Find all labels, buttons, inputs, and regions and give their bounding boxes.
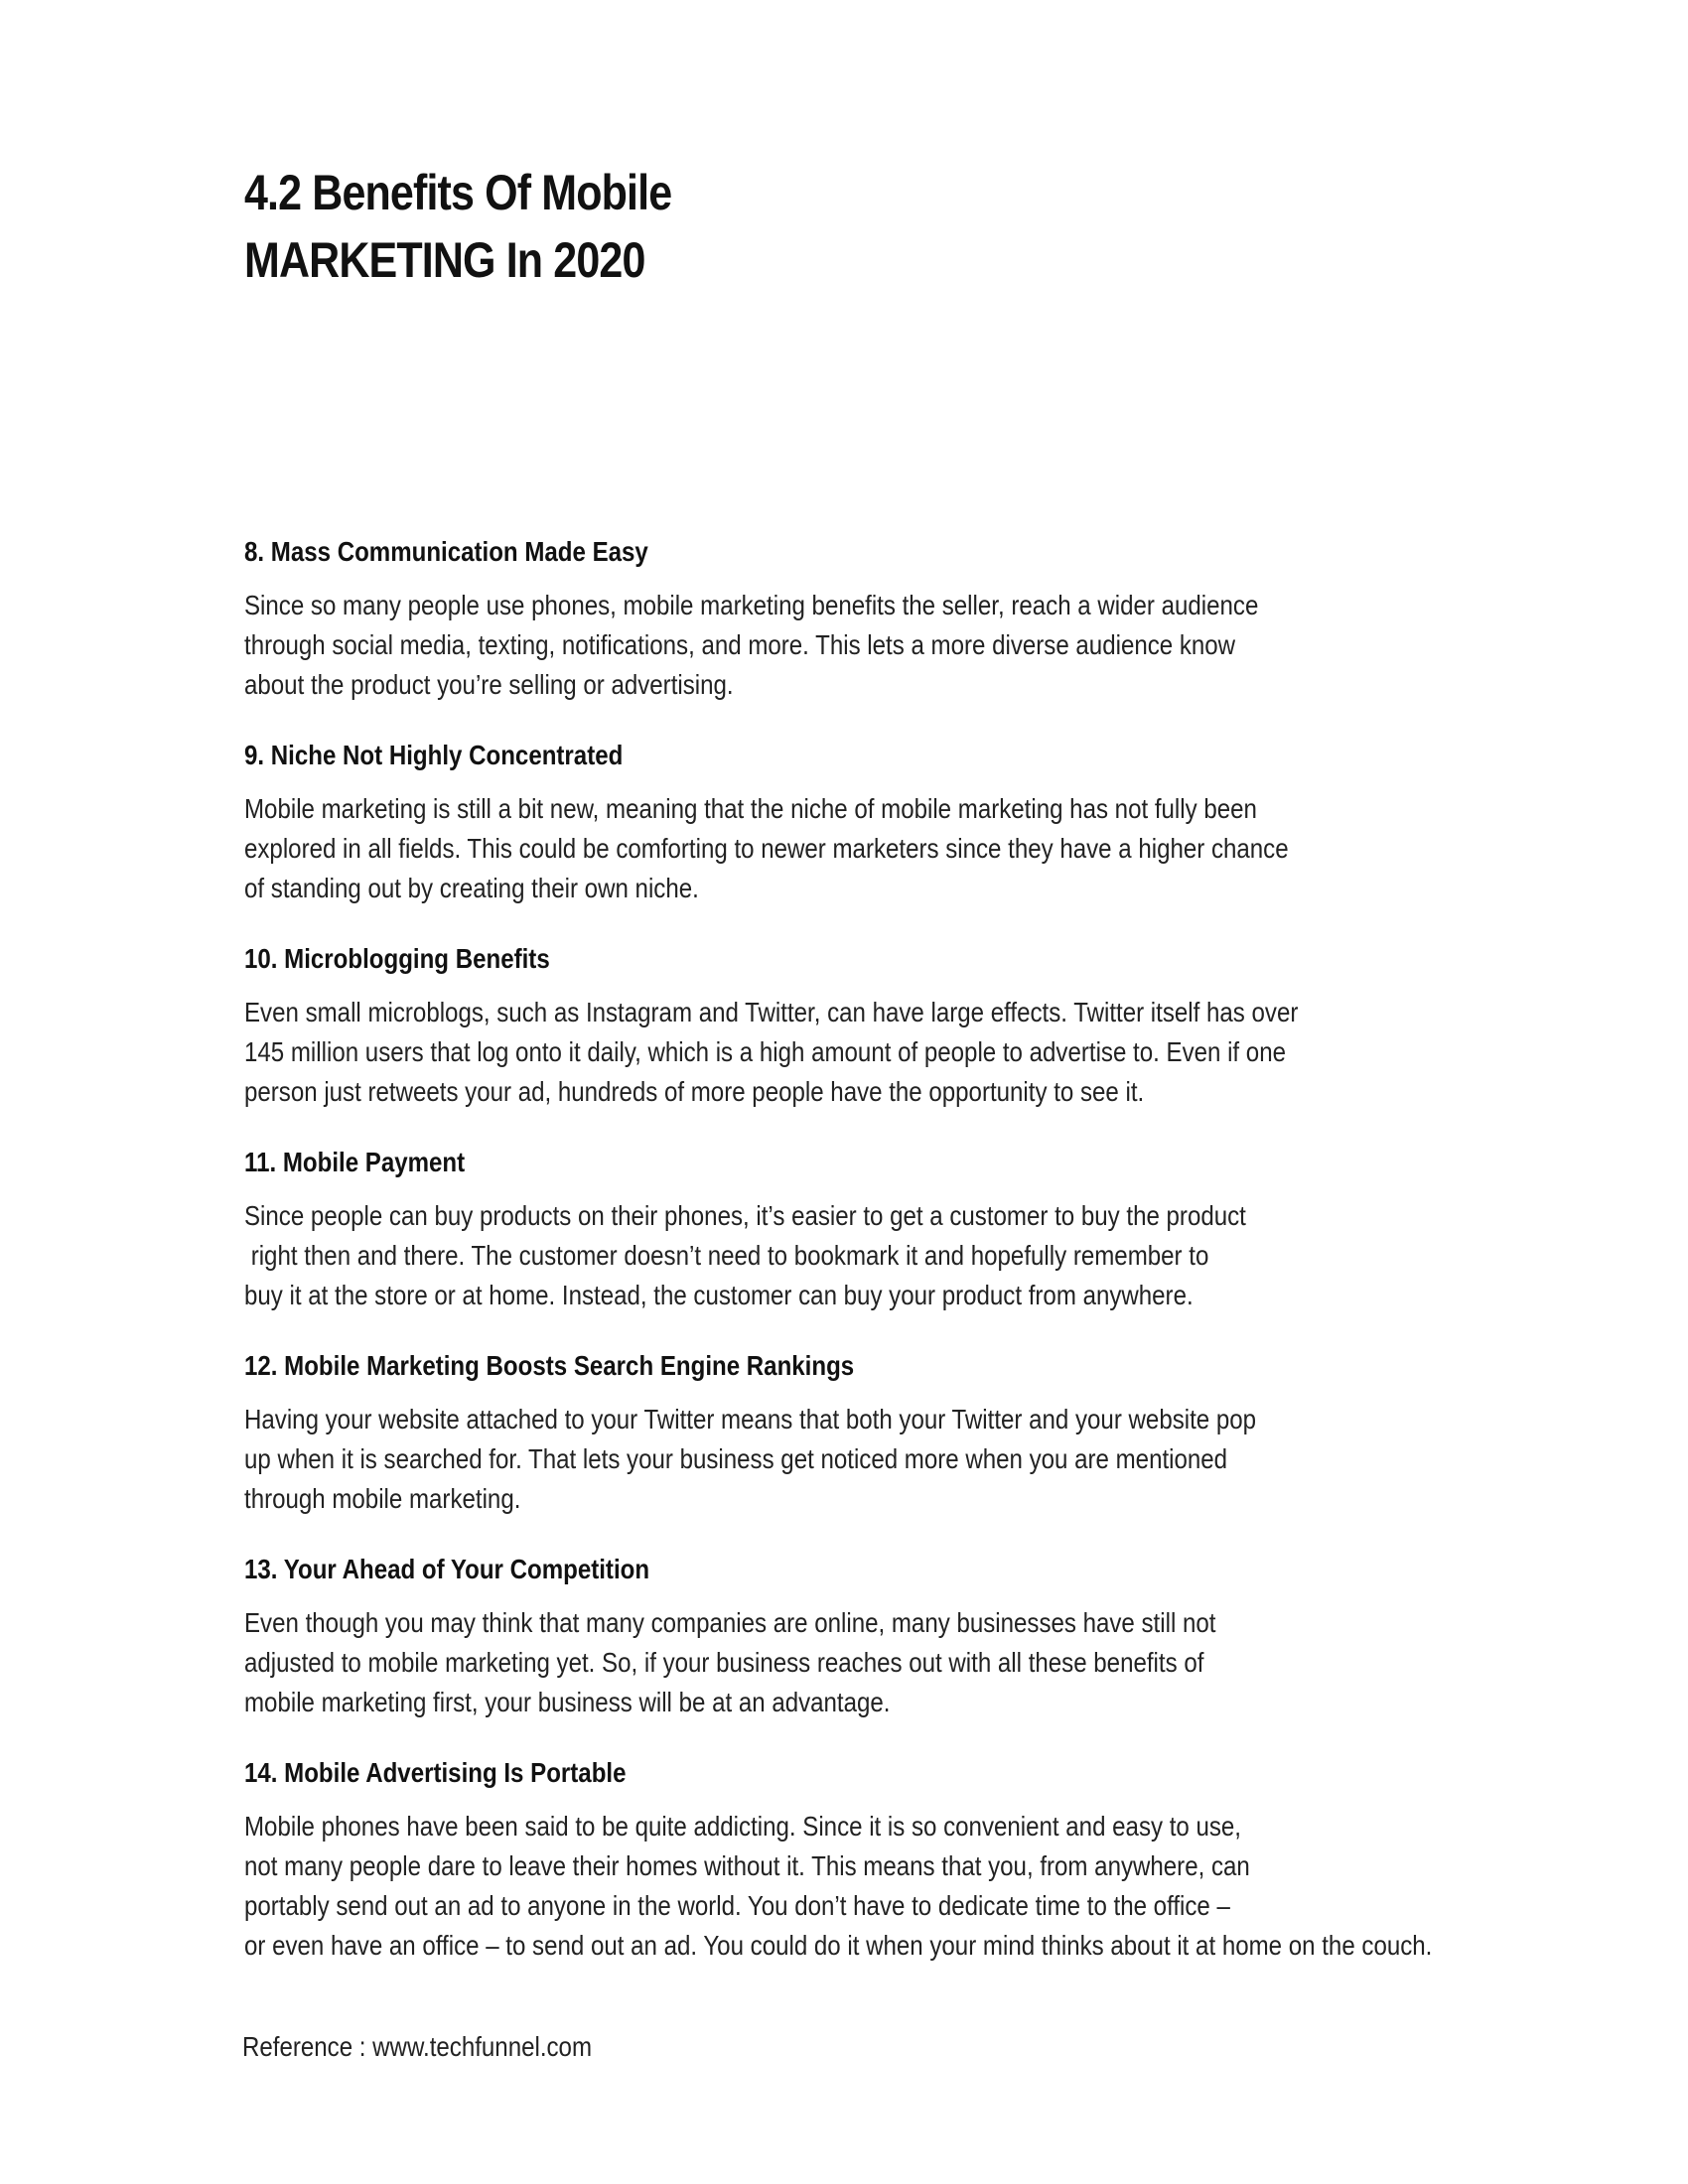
body-line: buy it at the store or at home. Instead, the customer can buy your product from anywhere. — [244, 1280, 1194, 1310]
page-title-line-2: MARKETING In 2020 — [244, 232, 645, 288]
section-heading: 9. Niche Not Highly Concentrated — [244, 740, 624, 770]
section-body — [244, 1196, 1388, 1315]
body-line: Even small microblogs, such as Instagram and Twitter, can have large effects. Twitter itself has over — [244, 997, 1299, 1027]
section-heading: 10. Microblogging Benefits — [244, 943, 550, 974]
section-heading: 11. Mobile Payment — [244, 1147, 466, 1177]
section-body — [244, 1807, 1433, 1966]
section-body — [244, 1400, 1388, 1519]
section-heading: 14. Mobile Advertising Is Portable — [244, 1757, 627, 1788]
body-line: or even have an office – to send out an ad. You could do it when your mind thinks about it at home on the couch. — [244, 1930, 1433, 1961]
body-line: of standing out by creating their own niche. — [244, 873, 699, 903]
reference-note: Reference : www.techfunnel.com — [242, 2031, 593, 2062]
body-line: Even though you may think that many companies are online, many businesses have still not — [244, 1607, 1216, 1638]
page-title-line-1: 4.2 Benefits Of Mobile — [244, 165, 672, 220]
page-title — [244, 159, 671, 294]
benefit-section-13 — [244, 1548, 1535, 1722]
section-heading: 12. Mobile Marketing Boosts Search Engine Rankings — [244, 1350, 855, 1381]
body-line: through social media, texting, notifications, and more. This lets a more diverse audience know — [244, 629, 1236, 660]
section-body — [244, 789, 1388, 908]
benefit-section-8 — [244, 530, 1535, 705]
body-line: up when it is searched for. That lets your business get noticed more when you are mentioned — [244, 1443, 1228, 1474]
body-line: mobile marketing first, your business will be at an advantage. — [244, 1687, 891, 1717]
body-line: person just retweets your ad, hundreds of more people have the opportunity to see it. — [244, 1076, 1145, 1107]
body-line: not many people dare to leave their homes without it. This means that you, from anywhere, can — [244, 1850, 1250, 1881]
benefit-section-14 — [244, 1751, 1535, 1966]
section-heading: 13. Your Ahead of Your Competition — [244, 1554, 650, 1584]
section-body — [244, 586, 1388, 705]
body-line: Mobile phones have been said to be quite addicting. Since it is so convenient and easy to use, — [244, 1811, 1242, 1842]
body-line: Since people can buy products on their phones, it’s easier to get a customer to buy the product — [244, 1200, 1246, 1231]
body-line: explored in all fields. This could be comforting to newer marketers since they have a higher chance — [244, 833, 1289, 864]
section-body — [244, 1603, 1388, 1722]
benefit-section-11 — [244, 1141, 1535, 1315]
body-line: Since so many people use phones, mobile marketing benefits the seller, reach a wider audience — [244, 590, 1259, 620]
benefit-section-10 — [244, 937, 1535, 1112]
section-body — [244, 993, 1388, 1112]
body-line: Having your website attached to your Twitter means that both your Twitter and your website pop — [244, 1404, 1257, 1434]
benefit-section-9 — [244, 734, 1535, 908]
body-line: Mobile marketing is still a bit new, meaning that the niche of mobile marketing has not fully been — [244, 793, 1257, 824]
benefits-list — [244, 530, 1535, 1994]
benefit-section-12 — [244, 1344, 1535, 1519]
body-line: through mobile marketing. — [244, 1483, 521, 1514]
body-line: about the product you’re selling or advertising. — [244, 669, 734, 700]
body-line: 145 million users that log onto it daily, which is a high amount of people to advertise to. Even if one — [244, 1036, 1286, 1067]
body-line: adjusted to mobile marketing yet. So, if your business reaches out with all these benefits of — [244, 1647, 1204, 1678]
body-line: portably send out an ad to anyone in the world. You don’t have to dedicate time to the office – — [244, 1890, 1230, 1921]
section-heading: 8. Mass Communication Made Easy — [244, 536, 648, 567]
body-line: right then and there. The customer doesn’t need to bookmark it and hopefully remember to — [244, 1240, 1209, 1271]
